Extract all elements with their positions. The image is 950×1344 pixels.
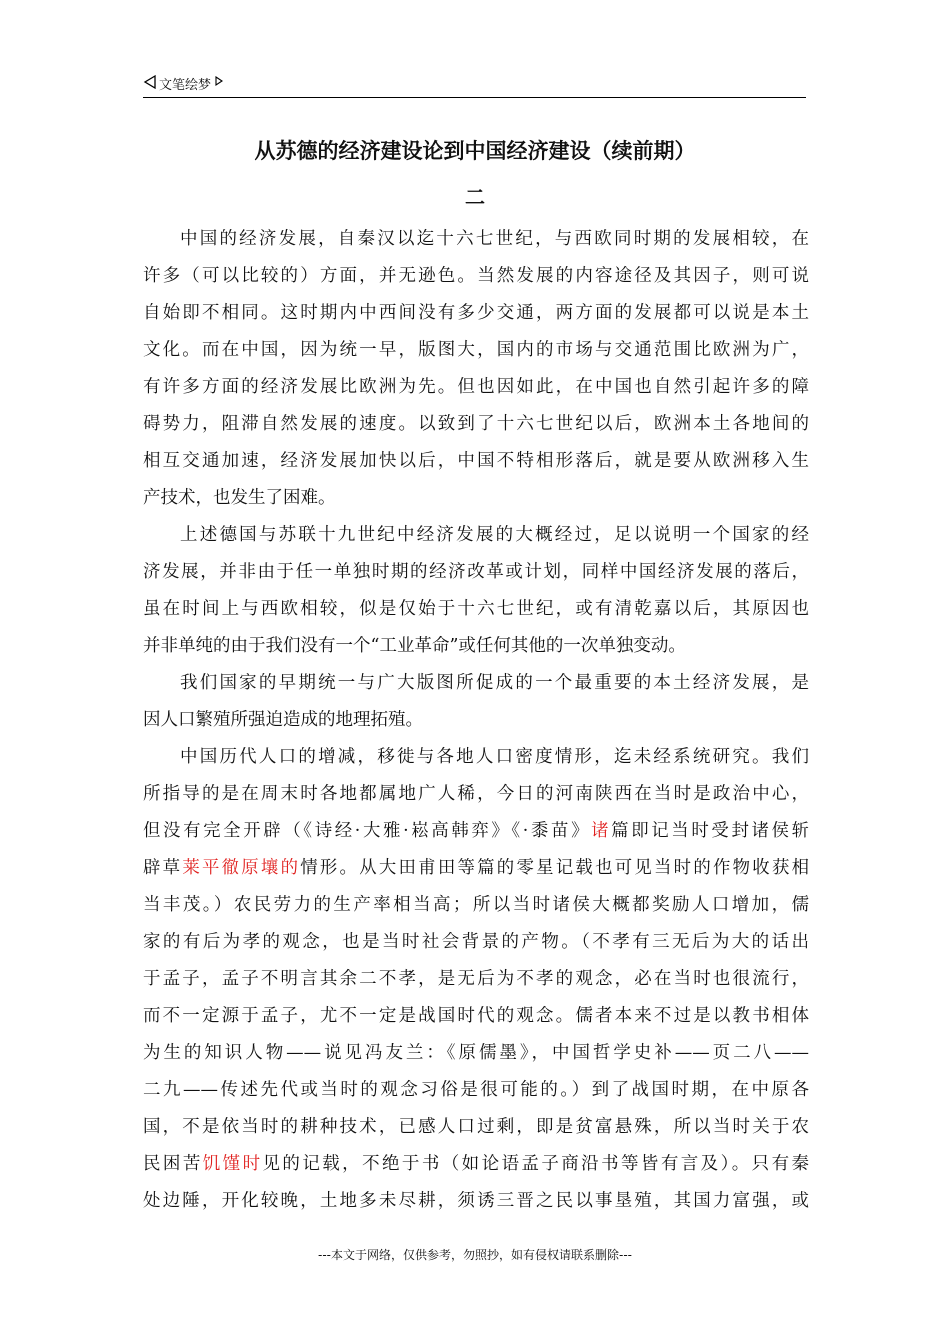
document-title: 从苏德的经济建设论到中国经济建设（续前期） — [254, 139, 696, 163]
text-line: 碍势力，阻滞自然发展的速度。以致到了十六七世纪以后，欧洲本土各地间的 — [143, 414, 809, 434]
text-line: 中国的经济发展，自秦汉以迄十六七世纪，与西欧同时期的发展相较，在 — [180, 229, 809, 249]
text-line: 我们国家的早期统一与广大版图所促成的一个最重要的本土经济发展，是 — [180, 673, 809, 693]
text-line: 当丰茂。）农民劳力的生产率相当高；所以当时诸侯大概都奖励人口增加，儒 — [143, 895, 809, 915]
text-line: 相互交通加速，经济发展加快以后，中国不特相形落后，就是要从欧洲移入生 — [143, 451, 809, 471]
text-line: 济发展，并非由于任一单独时期的经济改革或计划，同样中国经济发展的落后， — [143, 562, 809, 582]
document-body — [143, 221, 809, 1220]
text-line: 因人口繁殖所强迫造成的地理拓殖。 — [143, 710, 423, 730]
text-line: 民困苦饥馑时见的记载，不绝于书（如论语孟子商沿书等皆有言及）。只有秦 — [143, 1154, 809, 1174]
header-brand: 文笔绘梦 — [159, 78, 212, 93]
text-line: 有许多方面的经济发展比欧洲为先。但也因如此，在中国也自然引起许多的障 — [143, 377, 809, 397]
text-line: 国，不是依当时的耕种技术，已感人口过剩，即是贫富悬殊，所以当时关于农 — [143, 1117, 809, 1137]
highlighted-text: 莱平徹原壤的 — [182, 858, 301, 878]
header-rule — [143, 97, 806, 98]
text-line: 文化。而在中国，因为统一早，版图大，国内的市场与交通范围比欧洲为广， — [143, 340, 809, 360]
left-triangle-icon — [143, 74, 157, 98]
text-line: 自始即不相同。这时期内中西间没有多少交通，两方面的发展都可以说是本土 — [143, 303, 809, 323]
text-line: 为生的知识人物——说见冯友兰：《原儒墨》，中国哲学史补——页二八—— — [143, 1043, 809, 1063]
page-header — [143, 74, 806, 96]
text-line: 于孟子，孟子不明言其余二不孝，是无后为不孝的观念，必在当时也很流行， — [143, 969, 809, 989]
text-line: 所指导的是在周末时各地都属地广人稀，今日的河南陕西在当时是政治中心， — [143, 784, 809, 804]
text-line: 辟草莱平徹原壤的情形。从大田甫田等篇的零星记载也可见当时的作物收获相 — [143, 858, 810, 878]
text-line: 产技术，也发生了困难。 — [143, 488, 336, 508]
text-line: 二九——传述先代或当时的观念习俗是很可能的。）到了战国时期，在中原各 — [143, 1080, 809, 1100]
text-line: 但没有完全开辟（《诗经·大雅·崧高韩弈》《·黍苗》诸篇即记当时受封诸侯斩 — [143, 821, 809, 841]
text-line: 而不一定源于孟子，尤不一定是战国时代的观念。儒者本来不过是以教书相体 — [143, 1006, 809, 1026]
section-number: 二 — [465, 185, 485, 209]
highlighted-text: 诸 — [591, 821, 612, 841]
text-line: 家的有后为孝的观念，也是当时社会背景的产物。（不孝有三无后为大的话出 — [143, 932, 809, 952]
text-line: 虽在时间上与西欧相较，似是仅始于十六七世纪，或有清乾嘉以后，其原因也 — [143, 599, 809, 619]
text-line: 上述德国与苏联十九世纪中经济发展的大概经过，足以说明一个国家的经 — [180, 525, 809, 545]
right-triangle-icon — [214, 74, 224, 98]
highlighted-text: 饥馑时 — [202, 1154, 263, 1174]
text-line: 许多（可以比较的）方面，并无逊色。当然发展的内容途径及其因子，则可说 — [143, 266, 809, 286]
page-footer: ---本文于网络，仅供参考，勿照抄，如有侵权请联系删除--- — [318, 1248, 632, 1262]
text-line: 处边陲，开化较晚，土地多未尽耕，须诱三晋之民以事垦殖，其国力富强，或 — [143, 1191, 809, 1211]
text-line: 并非单纯的由于我们没有一个“工业革命”或任何其他的一次单独变动。 — [143, 636, 686, 656]
text-line: 中国历代人口的增减，移徙与各地人口密度情形，迄未经系统研究。我们 — [180, 747, 809, 767]
